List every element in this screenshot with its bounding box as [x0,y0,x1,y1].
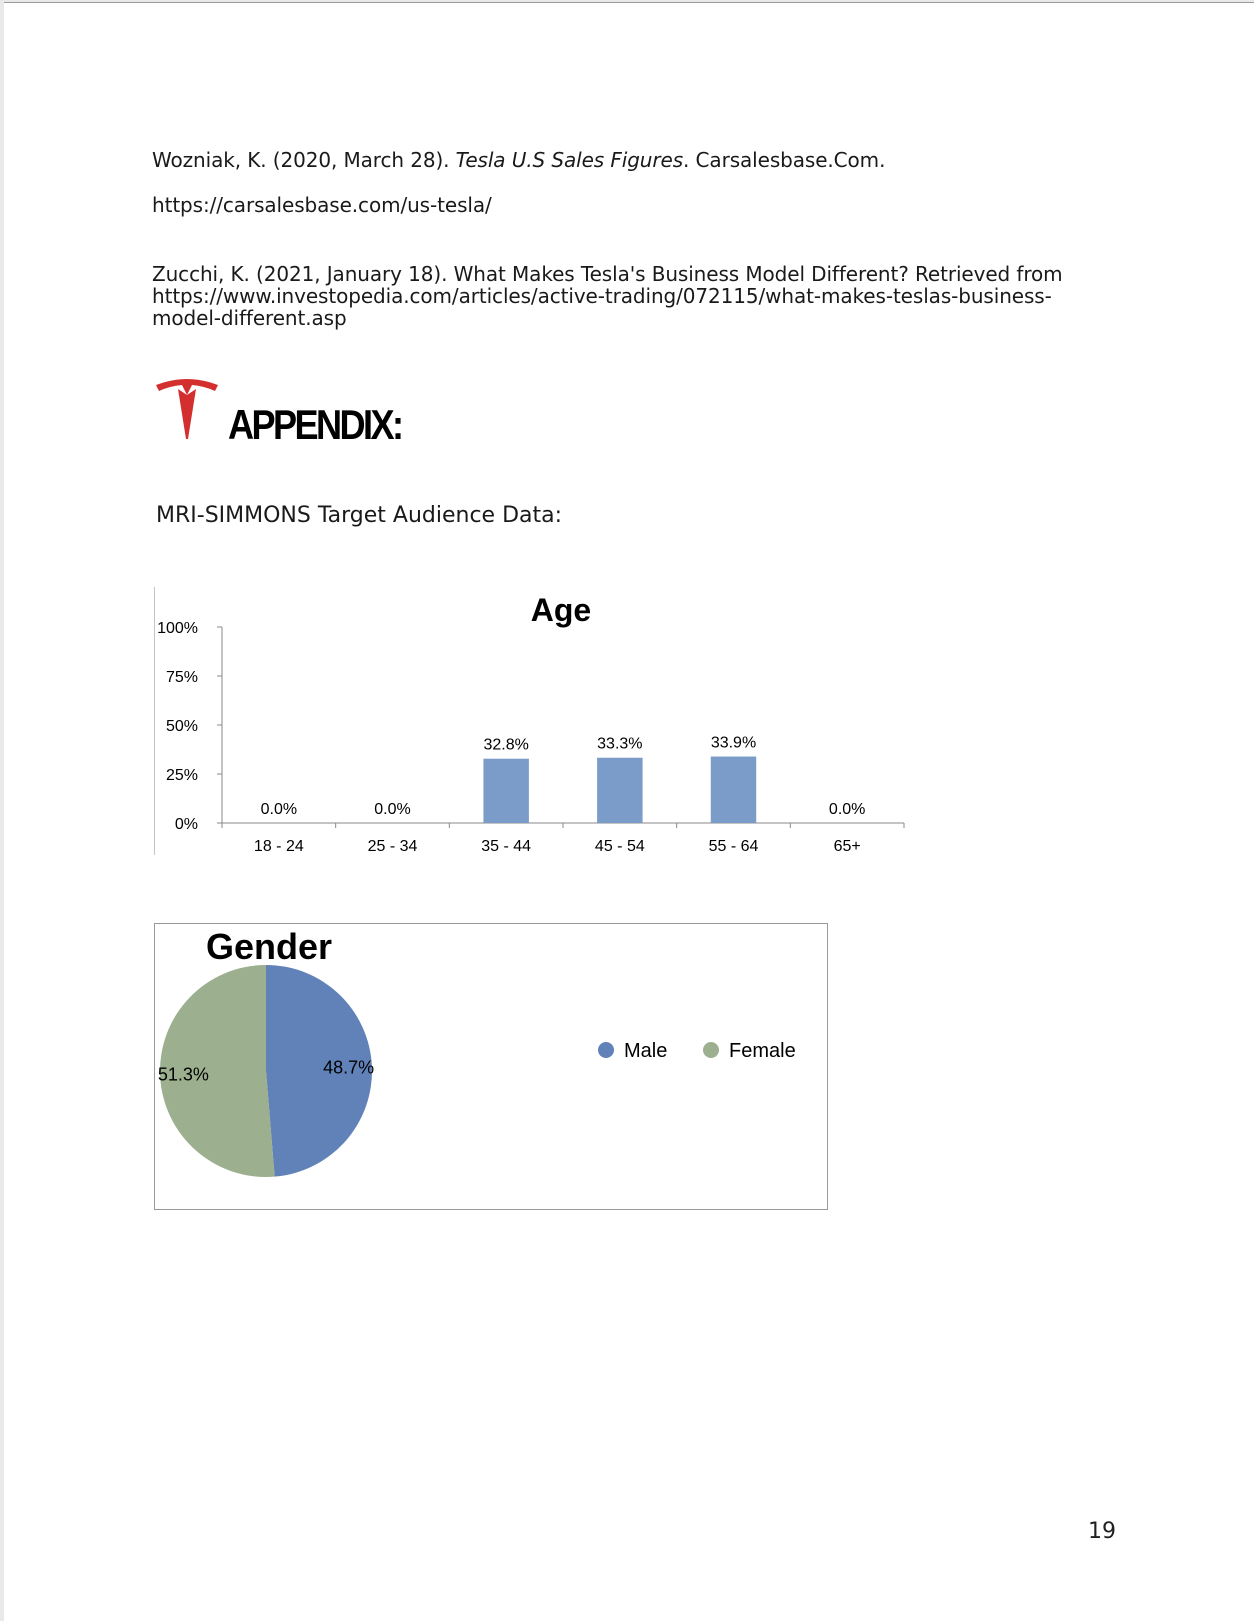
x-tick-label: 18 - 24 [253,838,304,855]
y-tick-label: 50% [165,718,198,735]
bar-data-label: 33.3% [597,735,643,753]
age-bar-chart [154,587,914,857]
y-tick-label: 25% [165,767,198,784]
reference-url[interactable]: https://carsalesbase.com/us-tesla/ [152,193,492,217]
pie [158,965,374,1177]
x-tick-label: 35 - 44 [481,838,532,855]
audience-title: MRI-SIMMONS Target Audience Data: [156,503,563,528]
document-page [4,2,1254,1621]
x-tick-label: 55 - 64 [708,838,759,855]
pie-data-label: 48.7% [323,1057,375,1078]
x-tick-label: 25 - 34 [367,838,418,855]
legend-label-male: Male [624,1040,668,1062]
x-tick-label: 65+ [833,838,861,855]
x-tick-label: 45 - 54 [594,838,645,855]
bar-data-label: 0.0% [828,801,866,818]
gender-chart-title: Gender [206,926,333,967]
age-axis [157,620,904,855]
gender-pie-chart [154,923,830,1213]
bar-data-label: 32.8% [483,736,529,754]
reference-authors: Wozniak, K. (2020, March 28). [152,148,456,172]
y-tick-label: 0% [174,816,198,833]
reference-zucchi-line-1: Zucchi, K. (2021, January 18). What Makes Tesla's Business Model Different? Retrieved from [152,262,1063,286]
legend-label-female: Female [729,1040,796,1062]
y-tick-label: 75% [165,669,198,686]
legend-marker-female [703,1042,719,1058]
age-chart-title: Age [530,592,592,628]
reference-publisher: . Carsalesbase.Com. [683,148,886,172]
bar-45-54 [597,758,642,823]
page-number: 19 [1088,1519,1116,1544]
bar-data-label: 33.9% [710,734,757,752]
pie-data-label: 51.3% [157,1064,209,1085]
tesla-logo-icon [154,377,220,441]
bar-data-label: 0.0% [260,801,298,818]
reference-title: Tesla U.S Sales Figures [455,148,684,172]
legend-marker-male [598,1042,614,1058]
bar-35-44 [483,759,528,823]
bar-55-64 [711,757,756,823]
reference-zucchi-line-2[interactable]: https://www.investopedia.com/articles/active-trading/072115/what-makes-teslas-business- [152,284,1052,308]
appendix-heading: APPENDIX: [228,401,402,448]
reference-zucchi-line-3[interactable]: model-different.asp [152,306,347,330]
age-bars [261,735,866,823]
bar-data-label: 0.0% [374,801,411,818]
y-tick-label: 100% [157,620,198,637]
reference-wozniak [152,149,885,171]
